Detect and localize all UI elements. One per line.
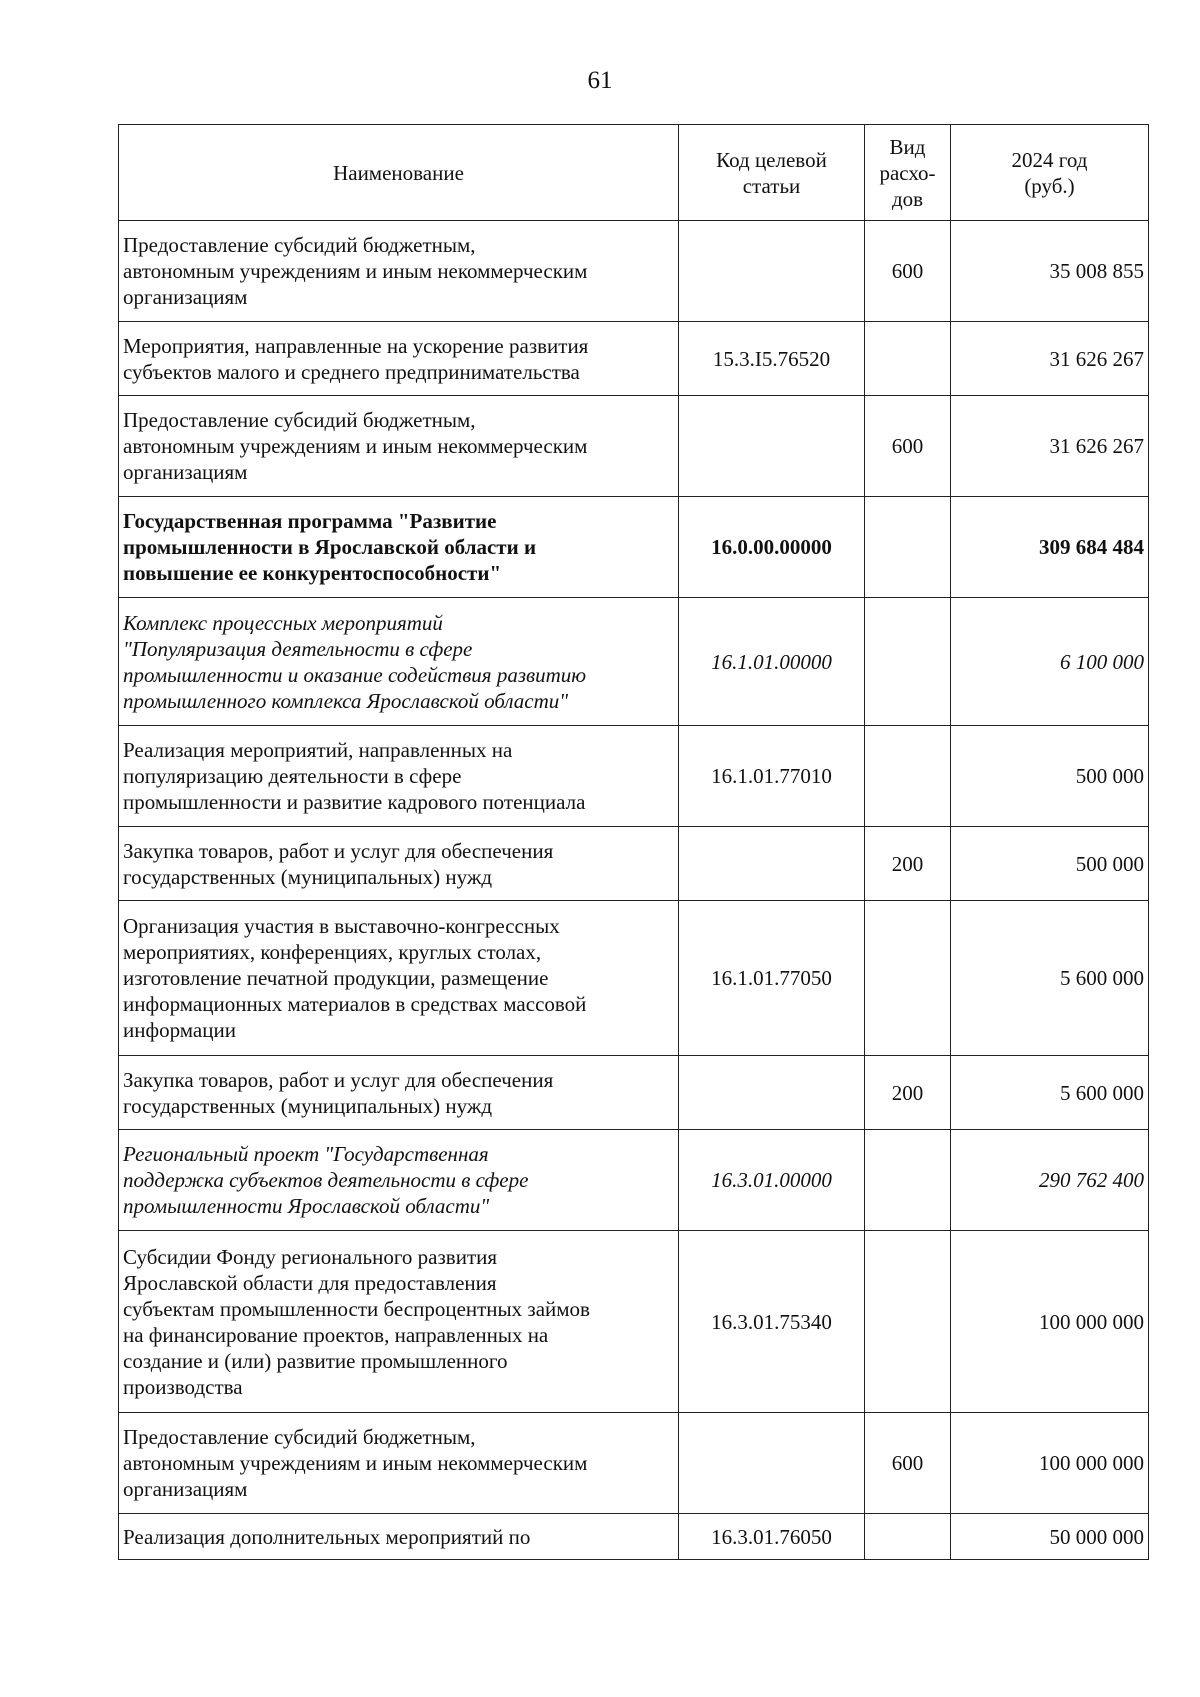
table-row: [119, 598, 1149, 726]
header-code: [679, 125, 865, 221]
cell-name: [119, 322, 679, 396]
cell-sum: 6 100 000: [951, 598, 1149, 726]
cell-name: [119, 901, 679, 1056]
header-sum-line: 2024 год: [1011, 147, 1088, 172]
cell-expense-type: [865, 726, 951, 827]
table-header-row: [119, 125, 1149, 221]
cell-code: 16.3.01.76050: [679, 1514, 865, 1560]
header-name: Наименование: [119, 125, 679, 221]
cell-name-line: автономным учреждениям и иным некоммерческим: [123, 434, 588, 458]
table-row: [119, 827, 1149, 901]
table-body: [119, 221, 1149, 1560]
cell-name-line: промышленности Ярославской области": [123, 1194, 490, 1218]
cell-code: [679, 827, 865, 901]
cell-expense-type: [865, 322, 951, 396]
table-row: [119, 1413, 1149, 1514]
table-row: [119, 901, 1149, 1056]
table-row: [119, 497, 1149, 598]
cell-expense-type: [865, 1231, 951, 1413]
cell-name-line: информационных материалов в средствах массовой: [123, 992, 587, 1016]
budget-table: [118, 124, 1149, 1560]
cell-name-line: организациям: [123, 285, 248, 309]
cell-name-line: Региональный проект "Государственная: [123, 1142, 489, 1166]
cell-name-line: Государственная программа "Развитие: [123, 509, 497, 533]
cell-code: [679, 221, 865, 322]
cell-sum: 500 000: [951, 726, 1149, 827]
cell-name-line: Организация участия в выставочно-конгрессных: [123, 914, 560, 938]
cell-code: 16.3.01.00000: [679, 1130, 865, 1231]
cell-name-line: мероприятиях, конференциях, круглых столах,: [123, 940, 542, 964]
cell-sum: 100 000 000: [951, 1413, 1149, 1514]
cell-name-line: субъектам промышленности беспроцентных займов: [123, 1296, 590, 1321]
header-type-line: Вид: [889, 134, 926, 159]
cell-expense-type: 600: [865, 396, 951, 497]
cell-name-line: Мероприятия, направленные на ускорение развития: [123, 333, 589, 358]
cell-name: [119, 221, 679, 322]
cell-sum: 290 762 400: [951, 1130, 1149, 1231]
cell-name-line: промышленности в Ярославской области и: [123, 535, 537, 559]
header-type-line: дов: [891, 186, 924, 211]
cell-name-line: промышленности и оказание содействия развитию: [123, 662, 587, 687]
cell-name: [119, 726, 679, 827]
cell-name: [119, 497, 679, 598]
cell-name-line: организациям: [123, 460, 248, 484]
cell-code: [679, 396, 865, 497]
cell-name: [119, 1413, 679, 1514]
cell-name-line: Предоставление субсидий бюджетным,: [123, 233, 476, 257]
cell-code: 16.1.01.00000: [679, 598, 865, 726]
cell-code: 16.1.01.77050: [679, 901, 865, 1056]
cell-name-line: популяризацию деятельности в сфере: [123, 764, 462, 788]
cell-name-line: автономным учреждениям и иным некоммерческим: [123, 259, 588, 283]
cell-name-line: изготовление печатной продукции, размещение: [123, 966, 549, 990]
cell-name: [119, 1231, 679, 1413]
table-row: [119, 322, 1149, 396]
cell-name-line: "Популяризация деятельности в сфере: [123, 636, 473, 661]
cell-sum: 31 626 267: [951, 396, 1149, 497]
cell-name-line: организациям: [123, 1477, 248, 1501]
cell-sum: 5 600 000: [951, 1056, 1149, 1130]
page-number: 61: [587, 67, 613, 94]
cell-name-line: промышленности и развитие кадрового потенциала: [123, 790, 586, 814]
cell-name: [119, 1514, 679, 1560]
cell-code: [679, 1413, 865, 1514]
cell-name-line: поддержка субъектов деятельности в сфере: [123, 1168, 529, 1192]
cell-expense-type: [865, 497, 951, 598]
cell-sum: 31 626 267: [951, 322, 1149, 396]
cell-name: [119, 1130, 679, 1231]
cell-name-line: Закупка товаров, работ и услуг для обеспечения: [123, 838, 554, 863]
cell-name-line: Реализация мероприятий, направленных на: [123, 738, 513, 762]
header-code-line: статьи: [742, 173, 801, 198]
cell-name-line: информации: [123, 1018, 236, 1042]
cell-name-line: создание и (или) развитие промышленного: [123, 1348, 508, 1373]
cell-name: [119, 396, 679, 497]
cell-name-line: Комплекс процессных мероприятий: [123, 610, 443, 635]
cell-sum: 50 000 000: [951, 1514, 1149, 1560]
cell-name-line: Субсидии Фонду регионального развития: [123, 1244, 498, 1269]
cell-code: 16.0.00.00000: [679, 497, 865, 598]
table-row: [119, 1130, 1149, 1231]
cell-expense-type: 200: [865, 827, 951, 901]
table-row: [119, 1514, 1149, 1560]
cell-sum: 5 600 000: [951, 901, 1149, 1056]
header-sum: [951, 125, 1149, 221]
table-row: [119, 1056, 1149, 1130]
table-row: [119, 726, 1149, 827]
cell-code: [679, 1056, 865, 1130]
cell-name-line: Предоставление субсидий бюджетным,: [123, 1425, 476, 1449]
cell-name: [119, 827, 679, 901]
header-expense-type: [865, 125, 951, 221]
cell-name-line: производства: [123, 1374, 243, 1399]
cell-expense-type: [865, 1514, 951, 1560]
cell-name-line: Ярославской области для предоставления: [123, 1270, 497, 1295]
cell-sum: 100 000 000: [951, 1231, 1149, 1413]
cell-sum: 309 684 484: [951, 497, 1149, 598]
cell-name: [119, 598, 679, 726]
cell-name-line: промышленного комплекса Ярославской области": [123, 688, 569, 713]
table-row: [119, 1231, 1149, 1413]
table-row: [119, 396, 1149, 497]
cell-expense-type: 200: [865, 1056, 951, 1130]
table-row: [119, 221, 1149, 322]
cell-name-line: автономным учреждениям и иным некоммерческим: [123, 1451, 588, 1475]
cell-name-line: государственных (муниципальных) нужд: [123, 864, 493, 889]
cell-expense-type: 600: [865, 221, 951, 322]
cell-code: 15.3.I5.76520: [679, 322, 865, 396]
header-code-line: Код целевой: [716, 147, 827, 172]
cell-name-line: повышение ее конкурентоспособности": [123, 561, 502, 585]
cell-expense-type: 600: [865, 1413, 951, 1514]
cell-name-line: государственных (муниципальных) нужд: [123, 1093, 493, 1118]
cell-name-line: субъектов малого и среднего предпринимательства: [123, 359, 580, 384]
header-sum-line: (руб.): [1024, 173, 1075, 198]
header-type-line: расхо-: [879, 160, 936, 185]
cell-code: 16.3.01.75340: [679, 1231, 865, 1413]
cell-code: 16.1.01.77010: [679, 726, 865, 827]
cell-name-line: Реализация дополнительных мероприятий по: [123, 1524, 531, 1549]
cell-expense-type: [865, 598, 951, 726]
cell-name-line: Предоставление субсидий бюджетным,: [123, 408, 476, 432]
cell-name-line: Закупка товаров, работ и услуг для обеспечения: [123, 1067, 554, 1092]
cell-name-line: на финансирование проектов, направленных на: [123, 1322, 549, 1347]
cell-sum: 500 000: [951, 827, 1149, 901]
cell-expense-type: [865, 901, 951, 1056]
cell-name: [119, 1056, 679, 1130]
cell-expense-type: [865, 1130, 951, 1231]
cell-sum: 35 008 855: [951, 221, 1149, 322]
